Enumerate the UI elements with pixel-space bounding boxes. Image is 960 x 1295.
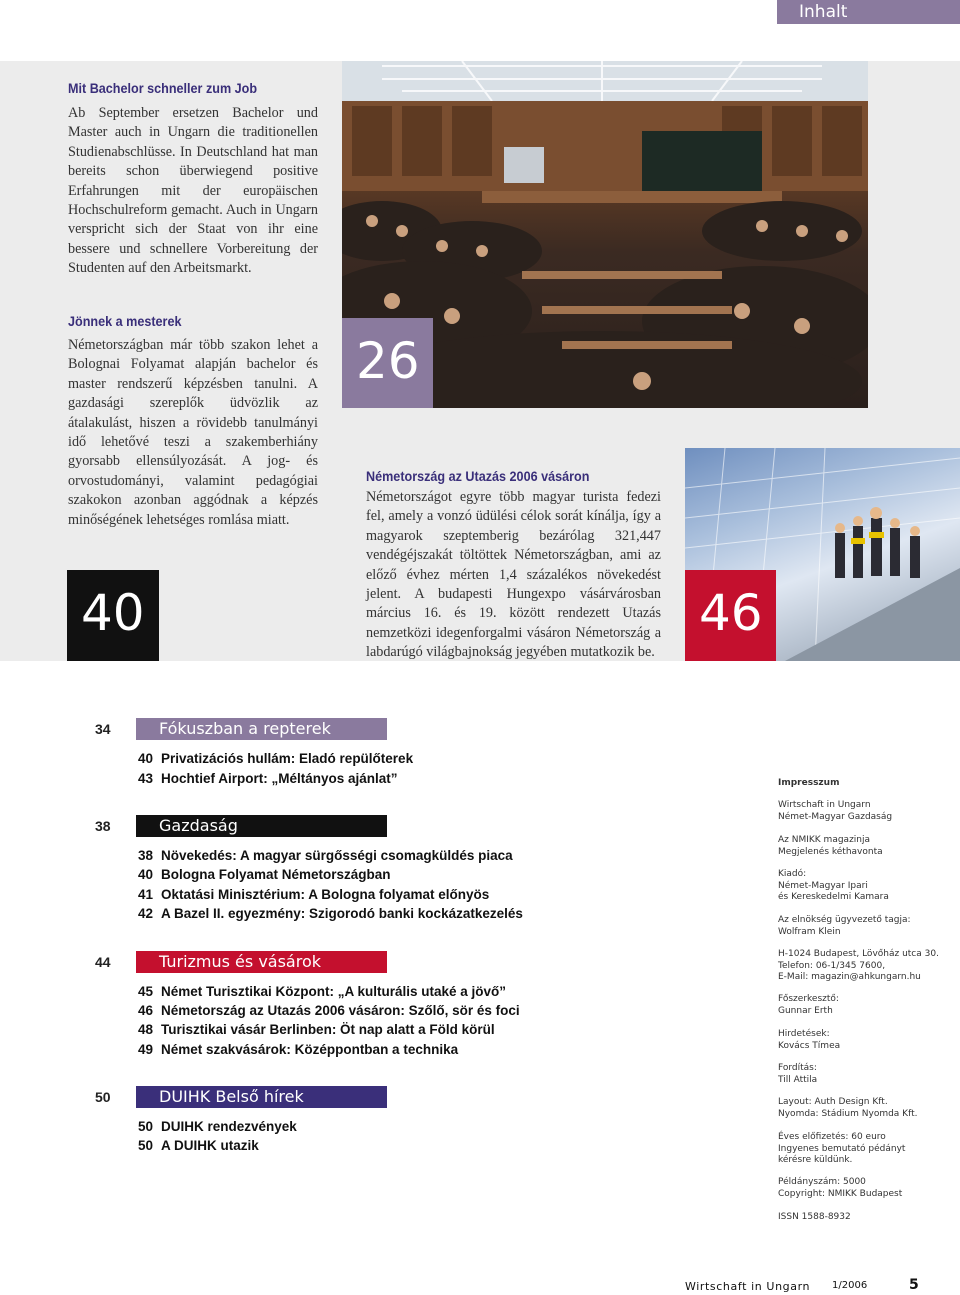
category-title: DUIHK Belső hírek xyxy=(159,1087,304,1106)
impressum-block xyxy=(778,1177,958,1200)
impressum-line: Wirtschaft in Ungarn xyxy=(778,800,871,810)
impressum-block xyxy=(778,1212,958,1224)
toc-entry-page: 48 xyxy=(138,1022,154,1037)
toc-entry-page: 50 xyxy=(138,1119,154,1134)
page-box-46[interactable] xyxy=(685,570,776,661)
impressum-line: Ingyenes bemutató pédányt xyxy=(778,1143,906,1154)
toc-entry-title: Német Turisztikai Központ: „A kulturális utaké a jövő” xyxy=(161,984,507,999)
toc-entry-title: A DUIHK utazik xyxy=(161,1138,259,1153)
impressum-line: H-1024 Budapest, Lövőház utca 30. xyxy=(778,949,939,959)
impressum-line: Fordítás: xyxy=(778,1063,817,1073)
impressum-block xyxy=(778,949,958,984)
impressum-block xyxy=(778,835,958,858)
toc-entry-title: Növekedés: A magyar sürgősségi csomagküldés piaca xyxy=(161,848,513,863)
page-box-40[interactable] xyxy=(67,570,159,661)
toc-entry-page: 40 xyxy=(138,751,154,766)
toc-entry-title: A Bazel II. egyezmény: Szigorodó banki kockázatkezelés xyxy=(161,906,523,921)
article-text-bachelor: Ab September ersetzen Bachelor und Master auch in Ungarn die traditionellen Studienabschlüsse. In Deutschland hat man bereits schon überwiegend positive Erfahrungen mit der europäischen Hochschulreform gemacht. Auch in Ungarn verspricht sich der Staat von ihr eine bessere und schnellere Vorbereitung der Studenten auf den Arbeitsmarkt. xyxy=(68,105,318,277)
toc-entry-title: Német szakvásárok: Középpontban a technika xyxy=(161,1042,459,1057)
toc-entry-page: 42 xyxy=(138,906,154,921)
impressum-line: Copyright: NMIKK Budapest xyxy=(778,1188,903,1199)
toc-entry-page: 46 xyxy=(138,1003,154,1018)
impressum-line: kérésre küldünk. xyxy=(778,1155,853,1166)
impressum-heading: Impresszum xyxy=(778,778,840,788)
toc-entry-page: 41 xyxy=(138,887,154,902)
impressum-line: Példányszám: 5000 xyxy=(778,1177,866,1187)
toc-entry-title: Oktatási Minisztérium: A Bologna folyamat előnyös xyxy=(161,887,490,902)
toc-entry[interactable] xyxy=(138,984,506,999)
toc-entry-page: 45 xyxy=(138,984,154,999)
impressum-line: és Kereskedelmi Kamara xyxy=(778,892,889,903)
impressum-line: Gunnar Erth xyxy=(778,1005,833,1016)
toc-entry[interactable] xyxy=(138,887,489,902)
page-number: 40 xyxy=(81,584,145,642)
toc-entry[interactable] xyxy=(138,848,513,863)
category-bar-repterek[interactable] xyxy=(136,718,387,740)
article-title-utazas: Németország az Utazás 2006 vásáron xyxy=(366,468,590,484)
category-page-number: 44 xyxy=(95,954,111,970)
impressum-line: Nyomda: Stádium Nyomda Kft. xyxy=(778,1108,918,1119)
toc-entry-title: Privatizációs hullám: Eladó repülőterek xyxy=(161,751,414,766)
toc-entry-page: 40 xyxy=(138,867,154,882)
page-number: 26 xyxy=(356,332,420,390)
toc-entry[interactable] xyxy=(138,1003,520,1018)
impressum-block xyxy=(778,869,958,904)
toc-entry-page: 43 xyxy=(138,771,154,786)
impressum-line: ISSN 1588-8932 xyxy=(778,1212,851,1222)
impressum-line: Az elnökség ügyvezető tagja: xyxy=(778,915,911,925)
toc-entry-title: Turisztikai vásár Berlinben: Öt nap alatt a Föld körül xyxy=(161,1022,495,1037)
toc-entry-title: Hochtief Airport: „Méltányos ajánlat” xyxy=(161,771,398,786)
impressum-line: Wolfram Klein xyxy=(778,926,841,937)
toc-entry-page: 49 xyxy=(138,1042,154,1057)
impressum-block xyxy=(778,915,958,938)
category-title: Gazdaság xyxy=(159,816,238,835)
impressum-block xyxy=(778,1097,958,1120)
article-title-mesterek: Jönnek a mesterek xyxy=(68,313,182,329)
impressum-block xyxy=(778,1029,958,1052)
impressum-block xyxy=(778,1132,958,1167)
toc-entry[interactable] xyxy=(138,906,523,921)
toc-entry-title: Németország az Utazás 2006 vásáron: Szőlő, sör és foci xyxy=(161,1003,520,1018)
impressum-line: Till Attila xyxy=(778,1074,818,1085)
page-number: 46 xyxy=(699,584,763,642)
category-title: Turizmus és vásárok xyxy=(159,952,322,971)
impressum-line: Kovács Tímea xyxy=(778,1040,841,1051)
toc-entry[interactable] xyxy=(138,1042,458,1057)
section-tab-label: Inhalt xyxy=(799,2,848,22)
impressum-line: Német-Magyar Gazdaság xyxy=(778,811,893,822)
impressum-block xyxy=(778,994,958,1017)
category-page-number: 34 xyxy=(95,721,111,737)
impressum-block xyxy=(778,1063,958,1086)
toc-entry[interactable] xyxy=(138,751,413,766)
impressum-line: Layout: Auth Design Kft. xyxy=(778,1097,888,1107)
impressum-line: Telefon: 06-1/345 7600, xyxy=(778,960,886,971)
category-bar-turizmus[interactable] xyxy=(136,951,387,973)
impressum-line: Megjelenés kéthavonta xyxy=(778,846,883,857)
toc-entry-page: 50 xyxy=(138,1138,154,1153)
toc-entry-title: DUIHK rendezvények xyxy=(161,1119,297,1134)
impressum-block xyxy=(778,800,958,823)
toc-entry[interactable] xyxy=(138,771,398,786)
toc-entry[interactable] xyxy=(138,1138,259,1153)
impressum-line: E-Mail: magazin@ahkungarn.hu xyxy=(778,972,921,983)
article-title-bachelor: Mit Bachelor schneller zum Job xyxy=(68,80,258,96)
impressum-line: Az NMIKK magazinja xyxy=(778,835,871,845)
toc-entry-page: 38 xyxy=(138,848,154,863)
category-page-number: 38 xyxy=(95,818,111,834)
toc-entry[interactable] xyxy=(138,1119,297,1134)
impressum-line: Hirdetések: xyxy=(778,1029,830,1039)
footer-issue: 1/2006 xyxy=(832,1280,868,1291)
toc-entry[interactable] xyxy=(138,867,391,882)
article-text-mesterek: Németországban már több szakon lehet a Bolognai Folyamat alapján bachelor és master rendszerű képzésben tanulni. A gazdasági szereplők üdvözlik az átalakulást, hiszen a rövidebb tanulmányi idő lehetővé teszi a szakemberhiány gyorsabb ellensúlyozását. A jog- és orvostudományi, valamint pedagógiai szakokon azonban aggódnak a képzés minőségének lehetséges romlása miatt. xyxy=(68,337,318,528)
impressum-line: Német-Magyar Ipari xyxy=(778,880,868,891)
category-title: Fókuszban a repterek xyxy=(159,719,331,738)
toc-entry-title: Bologna Folyamat Németországban xyxy=(161,867,391,882)
article-text-utazas: Németországot egyre több magyar turista fedezi fel, amely a vonzó üdülési célok sorát kínálja, így a magyarok szeptemberig bezárólag 321,447 vendégéjszakát töltöttek Németországban, ami az előző évhez mérten 1,4 százalékos növekedést jelent. A budapesti Hungexpo vásárvárosban március 16. és 19. között rendezett Utazás nemzetközi idegenforgalmi vásáron Németország a labdarúgó világbajnokság jegyében mutatkozik be. xyxy=(366,489,661,661)
toc-entry[interactable] xyxy=(138,1022,495,1037)
impressum-line: Éves előfizetés: 60 euro xyxy=(778,1132,886,1142)
section-tab xyxy=(777,0,960,24)
impressum-line: Kiadó: xyxy=(778,869,807,879)
footer-page-number: 5 xyxy=(909,1277,919,1293)
category-bar-gazdasag[interactable] xyxy=(136,815,387,837)
footer-magazine-name: Wirtschaft in Ungarn xyxy=(685,1280,811,1293)
impressum-line: Főszerkesztő: xyxy=(778,994,839,1004)
category-page-number: 50 xyxy=(95,1089,111,1105)
page-box-26[interactable] xyxy=(342,318,433,408)
category-bar-duihk[interactable] xyxy=(136,1086,387,1108)
